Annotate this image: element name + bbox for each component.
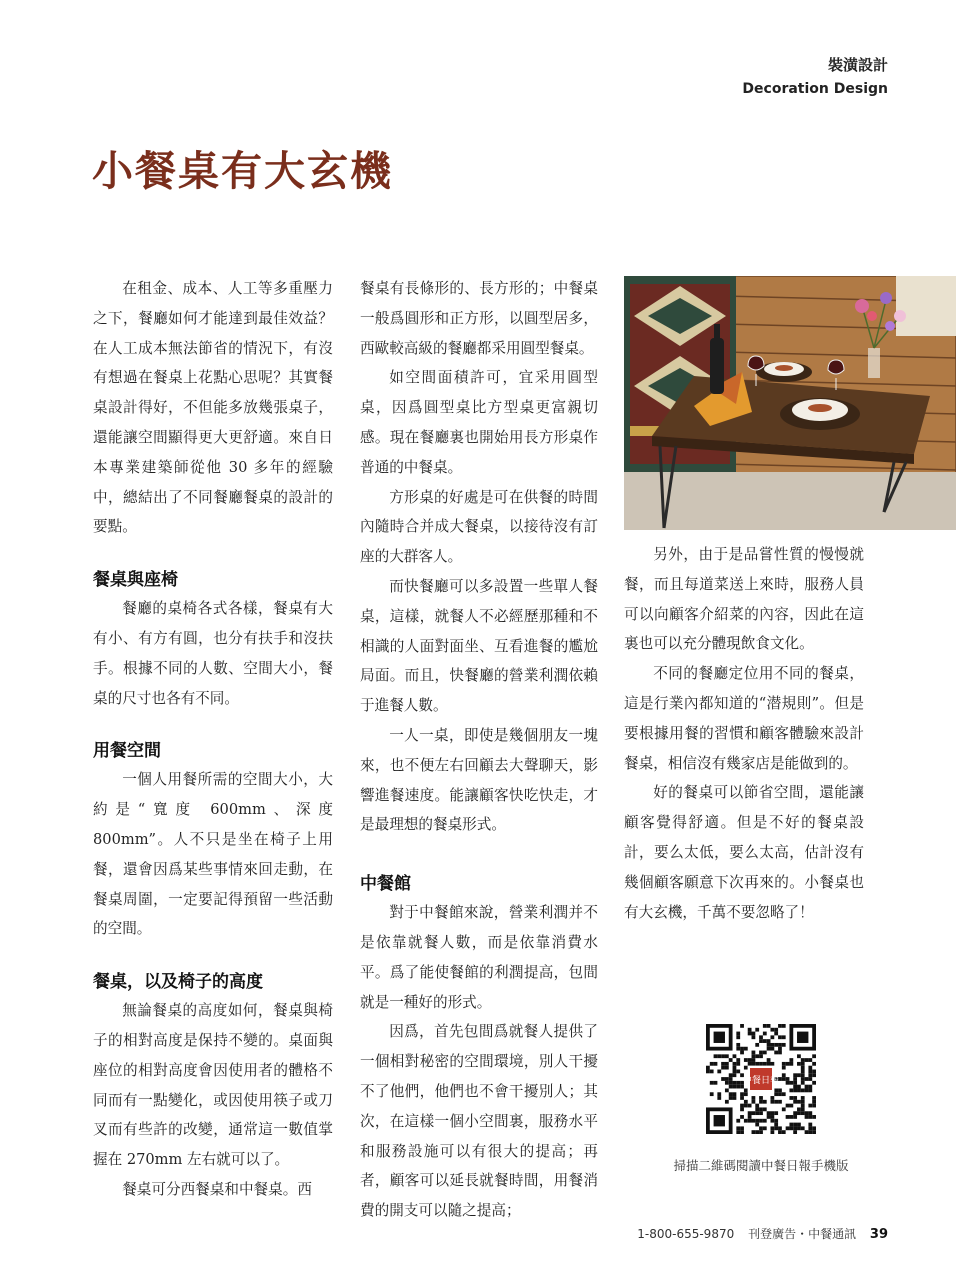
paragraph: 餐桌有長條形的、長方形的；中餐桌一般爲圓形和正方形，以圓型居多，西歐較高級的餐廳都采用圓型餐桌。 <box>360 280 598 357</box>
article-column-2 <box>360 274 598 1226</box>
footer-phone: 1-800-655-9870 <box>637 1227 735 1241</box>
window <box>896 276 956 336</box>
paragraph: 而快餐廳可以多設置一些單人餐桌，這樣，就餐人不必經歷那種和不相識的人面對面坐、互看進餐的尷尬局面。而且，快餐廳的營業利潤依賴于進餐人數。 <box>360 577 598 715</box>
paragraph: 方形桌的好處是可在供餐的時間內隨時合并成大餐桌，以接待沒有訂座的大群客人。 <box>360 488 598 566</box>
section-heading-heights: 餐桌，以及椅子的高度 <box>93 972 263 993</box>
intro-paragraph: 在租金、成本、人工等多重壓力之下，餐廳如何才能達到最佳效益？在人工成本無法節省的情況下，有沒有想過在餐桌上花點心思呢？其實餐桌設計得好，不但能多放幾張桌子，還能讓空間顯得更大更舒適。來自日本專業建築師從他 30 多年的經驗中，總結出了不同餐廳餐桌的設計的要點。 <box>93 280 333 536</box>
paragraph: 無論餐桌的高度如何，餐桌與椅子的相對高度是保持不變的。桌面與座位的相對高度會因使用者的體格不同而有一點變化，或因使用筷子或刀叉而有些許的改變，通常這一數值掌握在 270mm 左右就可以了。 <box>93 1002 333 1169</box>
qr-seal-text: 中餐日報 <box>742 1076 780 1087</box>
dining-table-illustration <box>624 276 956 530</box>
section-tag-en: Decoration Design <box>742 81 888 97</box>
dining-table-photo <box>624 276 956 530</box>
footer-tagline: 刊登廣告・中餐通訊 <box>748 1227 857 1241</box>
page-number: 39 <box>869 1227 888 1242</box>
paragraph: 不同的餐廳定位用不同的餐桌，這是行業內都知道的“潜規則”。但是要根據用餐的習慣和顧客體驗來設計餐桌，相信沒有幾家店是能做到的。 <box>624 665 864 772</box>
paragraph: 另外，由于是品嘗性質的慢慢就餐，而且每道菜送上來時，服務人員可以向顧客介紹菜的內容，因此在這裏也可以充分體現飲食文化。 <box>624 546 864 653</box>
paragraph: 好的餐桌可以節省空間，還能讓顧客覺得舒適。但是不好的餐桌設計，要么太低，要么太高，估計沒有幾個顧客願意下次再來的。小餐桌也有大玄機，千萬不要忽略了！ <box>624 784 864 921</box>
floor <box>624 472 956 530</box>
section-heading-dining-space: 用餐空間 <box>93 741 161 762</box>
section-heading-table-chairs: 餐桌與座椅 <box>93 570 178 591</box>
paragraph: 餐桌可分西餐桌和中餐桌。西 <box>122 1180 312 1198</box>
section-tag-zh: 裝潢設計 <box>827 56 888 74</box>
paragraph: 如空間面積許可，宜采用圓型桌，因爲圓型桌比方型桌更富親切感。現在餐廳裏也開始用長方形桌作普通的中餐桌。 <box>360 369 598 476</box>
paragraph: 對于中餐館來說，營業利潤并不是依靠就餐人數，而是依靠消費水平。爲了能使餐館的利潤提高，包間就是一種好的形式。 <box>360 904 598 1011</box>
qr-code[interactable] <box>706 1024 816 1134</box>
section-heading-chinese-restaurant: 中餐館 <box>360 874 411 895</box>
qr-code-icon <box>706 1024 816 1134</box>
qr-caption: 掃描二維碼閱讀中餐日報手機版 <box>673 1158 849 1173</box>
article-column-1 <box>93 274 333 1205</box>
paragraph: 一人一桌，即使是幾個朋友一塊來，也不便左右回顧去大聲聊天，影響進餐速度。能讓顧客快吃快走，才是最理想的餐桌形式。 <box>360 726 598 834</box>
paragraph: 因爲，首先包間爲就餐人提供了一個相對秘密的空間環境，別人干擾不了他們，他們也不會干擾別人；其次，在這樣一個小空間裏，服務水平和服務設施可以有很大的提高；再者，顧客可以延長就餐時間，用餐消費的開支可以隨之提高； <box>360 1023 598 1220</box>
paragraph: 餐廳的桌椅各式各樣，餐桌有大有小、有方有圓，也分有扶手和沒扶手。根據不同的人數、空間大小，餐桌的尺寸也各有不同。 <box>93 600 333 707</box>
article-title: 小餐桌有大玄機 <box>92 147 393 195</box>
page-footer <box>637 1225 888 1242</box>
section-tag <box>742 54 888 97</box>
wine-bottle <box>710 338 724 394</box>
paragraph: 一個人用餐所需的空間大小，大約是“寬度 600mm、深度 800mm”。人不只是坐在椅子上用餐，還會因爲某些事情來回走動，在餐桌周圍，一定要記得預留一些活動的空間。 <box>93 771 333 938</box>
article-column-3 <box>624 540 864 927</box>
